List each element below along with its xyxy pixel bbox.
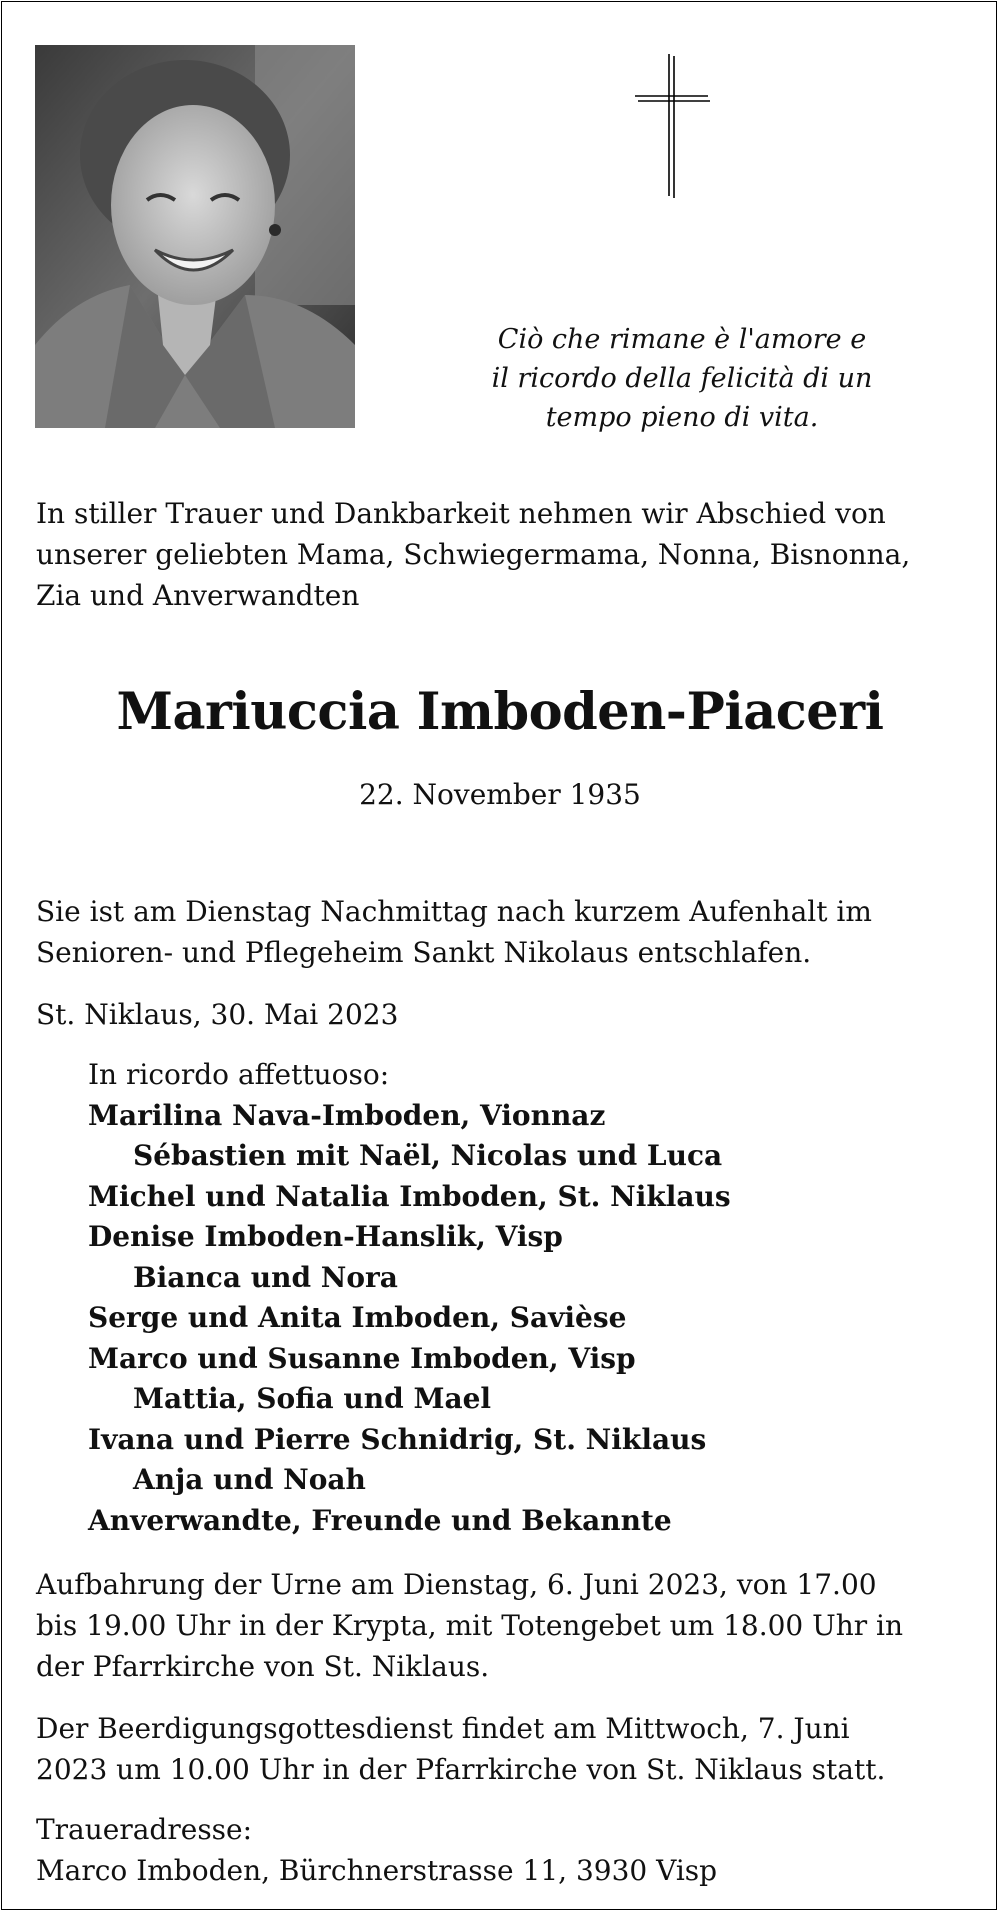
address-label: Traueradresse:: [36, 1813, 253, 1846]
cross-icon: [632, 52, 712, 202]
quote-line: il ricordo della felicità di un: [491, 363, 873, 394]
mourner-entry: Michel und Natalia Imboden, St. Niklaus: [88, 1179, 731, 1213]
intro-line: Zia und Anverwandten: [36, 579, 360, 612]
mourner-entry: Denise Imboden-Hanslik, Visp: [88, 1220, 563, 1253]
mourners-heading: In ricordo affettuoso:: [88, 1058, 390, 1091]
mourner-entry: Mattia, Sofia und Mael: [133, 1382, 492, 1415]
intro-line: unserer geliebten Mama, Schwiegermama, Nonna, Bisnonna,: [36, 538, 911, 571]
funeral-paragraph: [36, 1708, 976, 1790]
quote-line: tempo pieno di vita.: [545, 402, 819, 433]
obituary-notice: [1, 1, 997, 1910]
mourning-address: [36, 1809, 976, 1891]
mourner-entry: Serge und Anita Imboden, Savièse: [88, 1301, 627, 1334]
funeral-line: Der Beerdigungsgottesdienst findet am Mittwoch, 7. Juni: [36, 1712, 850, 1745]
mourner-entry: Ivana und Pierre Schnidrig, St. Niklaus: [88, 1422, 707, 1456]
memorial-quote: [452, 320, 912, 437]
birth-date: 22. November 1935: [359, 778, 641, 811]
wake-line: bis 19.00 Uhr in der Krypta, mit Totengebet um 18.00 Uhr in: [36, 1609, 904, 1642]
intro-line: In stiller Trauer und Dankbarkeit nehmen wir Abschied von: [36, 497, 886, 530]
intro-paragraph: [36, 493, 976, 616]
portrait-photo: [35, 45, 355, 428]
address-value: Marco Imboden, Bürchnerstrasse 11, 3930 Visp: [36, 1854, 718, 1887]
mourners-list: [88, 1055, 988, 1541]
death-notice-line: Senioren- und Pflegeheim Sankt Nikolaus entschlafen.: [36, 936, 812, 969]
deceased-name: Mariuccia Imboden-Piaceri: [116, 682, 884, 742]
quote-line: Ciò che rimane è l'amore e: [497, 324, 867, 355]
funeral-line: 2023 um 10.00 Uhr in der Pfarrkirche von St. Niklaus statt.: [36, 1753, 886, 1786]
mourner-entry: Bianca und Nora: [133, 1260, 398, 1294]
place-and-date: St. Niklaus, 30. Mai 2023: [36, 998, 399, 1031]
death-notice-line: Sie ist am Dienstag Nachmittag nach kurzem Aufenhalt im: [36, 895, 872, 928]
mourner-entry: Sébastien mit Naël, Nicolas und Luca: [133, 1139, 723, 1172]
death-notice-paragraph: [36, 891, 976, 973]
mourner-entry: Anverwandte, Freunde und Bekannte: [88, 1503, 672, 1537]
mourner-entry: Anja und Noah: [133, 1463, 366, 1496]
mourner-entry: Marco und Susanne Imboden, Visp: [88, 1341, 636, 1375]
wake-line: Aufbahrung der Urne am Dienstag, 6. Juni 2023, von 17.00: [36, 1568, 877, 1601]
wake-paragraph: [36, 1564, 976, 1687]
wake-line: der Pfarrkirche von St. Niklaus.: [36, 1650, 490, 1683]
mourner-entry: Marilina Nava-Imboden, Vionnaz: [88, 1098, 606, 1132]
